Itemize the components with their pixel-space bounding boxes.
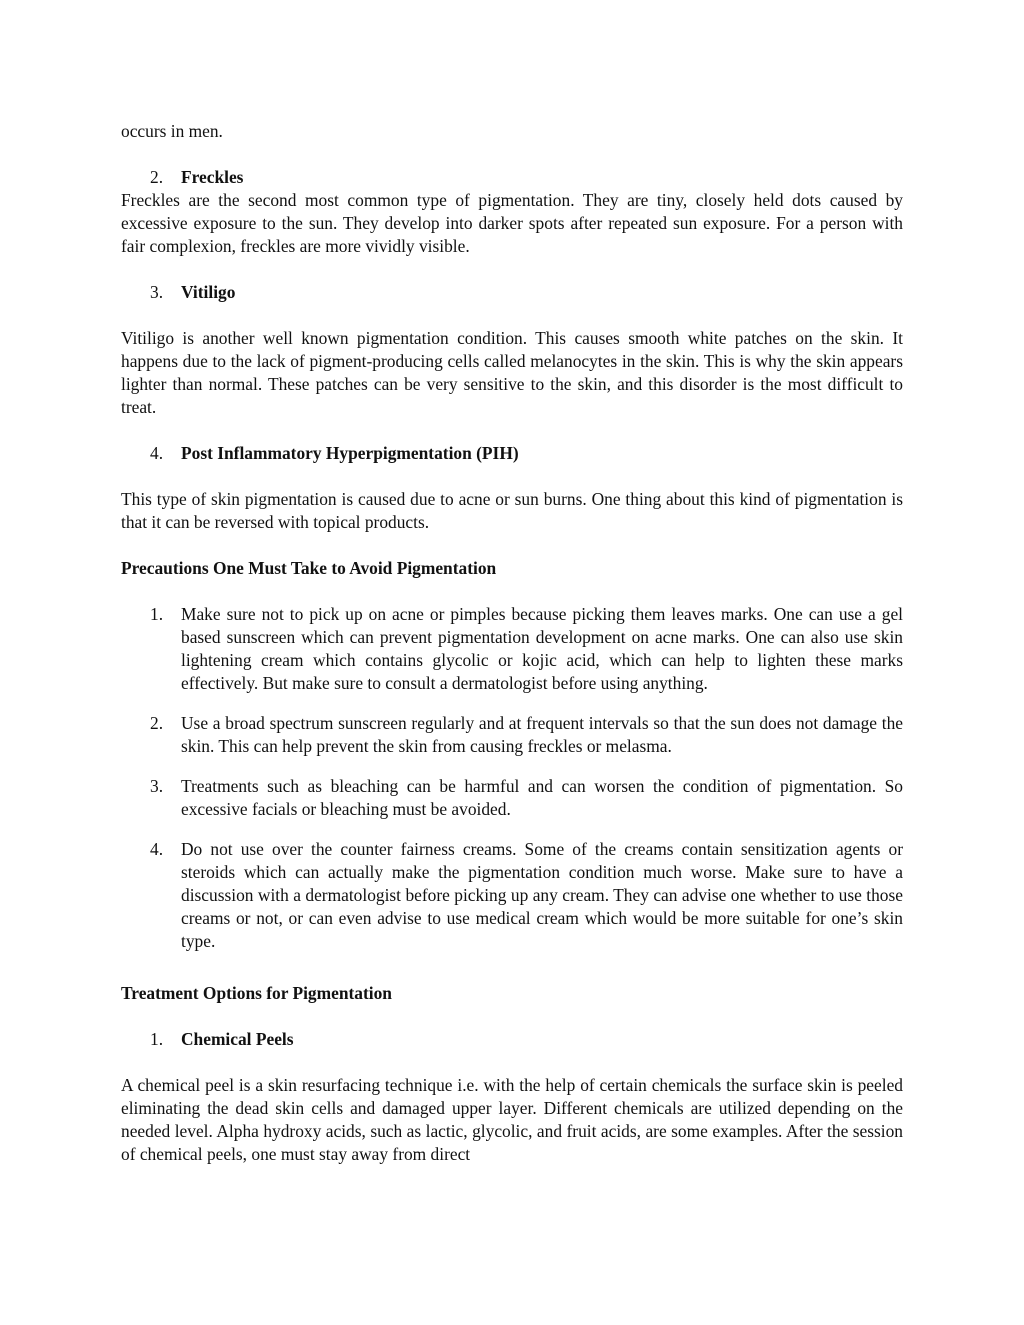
type-body-vitiligo: Vitiligo is another well known pigmentation condition. This causes smooth white patches on the skin. It happens due to the lack of pigment-producing cells called melanocytes in the skin. This is why the skin appears lighter than normal. These patches can be very sensitive to the skin, and this disorder is the most difficult to treat. <box>121 328 903 417</box>
type-title: Freckles <box>181 167 244 187</box>
list-number: 4. <box>150 839 164 859</box>
treatment-heading: Treatment Options for Pigmentation <box>121 983 392 1003</box>
list-number: 2. <box>150 713 164 733</box>
type-heading-pih <box>121 442 903 465</box>
type-title: Vitiligo <box>181 282 236 302</box>
treatment-title: Chemical Peels <box>181 1029 294 1049</box>
treatment-body: A chemical peel is a skin resurfacing technique i.e. with the help of certain chemicals the surface skin is peeled eliminating the dead skin cells and damaged upper layer. Different chemicals are utilized depending on the needed level. Alpha hydroxy acids, such as lactic, glycolic, and fruit acids, are some examples. After the session of chemical peels, one must stay away from direct <box>121 1075 903 1164</box>
list-item <box>121 775 903 821</box>
type-body-freckles: Freckles are the second most common type of pigmentation. They are tiny, closely held dots caused by excessive exposure to the sun. They develop into darker spots after repeated sun exposure. For a person with fair complexion, freckles are more vividly visible. <box>121 190 903 256</box>
type-heading-vitiligo <box>121 281 903 304</box>
precautions-list <box>121 603 903 953</box>
list-number: 1. <box>150 604 164 624</box>
list-text: Make sure not to pick up on acne or pimples because picking them leaves marks. One can use a gel based sunscreen which can prevent pigmentation development on acne marks. One can also use skin lightening cream which contains glycolic or kojic acid, which can help to lighten these marks effectively. But make sure to consult a dermatologist before using anything. <box>181 604 903 693</box>
precautions-heading: Precautions One Must Take to Avoid Pigmentation <box>121 558 497 578</box>
document-page <box>121 120 903 1166</box>
treatment-item-heading <box>121 1028 903 1051</box>
type-body-pih: This type of skin pigmentation is caused due to acne or sun burns. One thing about this kind of pigmentation is that it can be reversed with topical products. <box>121 489 903 532</box>
type-heading-freckles <box>121 166 903 189</box>
list-text: Treatments such as bleaching can be harmful and can worsen the condition of pigmentation. So excessive facials or bleaching must be avoided. <box>181 776 903 819</box>
type-number: 2. <box>150 167 164 187</box>
type-number: 3. <box>150 282 164 302</box>
list-number: 3. <box>150 776 164 796</box>
list-item <box>121 838 903 953</box>
type-title: Post Inflammatory Hyperpigmentation (PIH) <box>181 443 519 463</box>
type-number: 4. <box>150 443 164 463</box>
list-text: Use a broad spectrum sunscreen regularly and at frequent intervals so that the sun does not damage the skin. This can help prevent the skin from causing freckles or melasma. <box>181 713 903 756</box>
list-text: Do not use over the counter fairness creams. Some of the creams contain sensitization agents or steroids which can actually make the pigmentation condition much worse. Make sure to have a discussion with a dermatologist before picking up any cream. They can advise one whether to use those creams or not, or can even advise to use medical cream which would be more suitable for one’s skin type. <box>181 839 903 951</box>
intro-fragment: occurs in men. <box>121 121 223 141</box>
list-item <box>121 712 903 758</box>
treatment-number: 1. <box>150 1029 164 1049</box>
list-item <box>121 603 903 695</box>
